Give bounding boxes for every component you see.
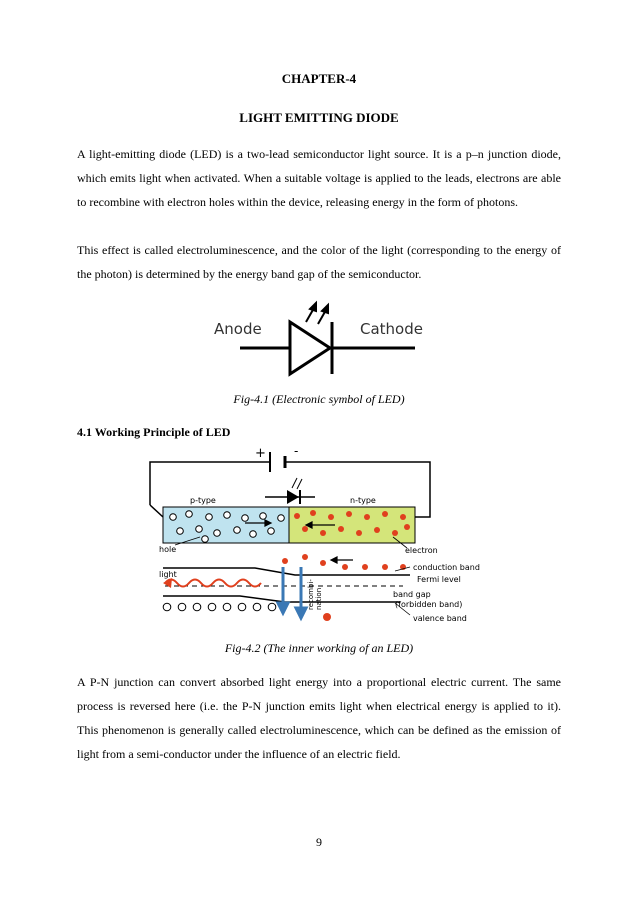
diode-triangle — [290, 322, 330, 374]
electron-flow-arrow-icon — [331, 557, 353, 563]
hole-label: hole — [159, 545, 177, 554]
p-type-label: p-type — [190, 496, 216, 505]
recombination-label-line1: recombi- — [307, 579, 315, 610]
effect-paragraph: This effect is called electroluminescence, and the color of the light (corresponding to the energy of the photon) is determined by the energy band gap of the semiconductor. — [77, 243, 561, 281]
figure-4-2-caption: Fig-4.2 (The inner working of an LED) — [224, 641, 414, 655]
led-working-figure — [145, 445, 495, 630]
recombination-label — [307, 577, 323, 610]
n-type-label: n-type — [350, 496, 376, 505]
fermi-level-label: Fermi level — [417, 575, 461, 584]
band-holes — [163, 603, 276, 611]
diode-symbol-icon — [265, 478, 315, 504]
light-emission-arrows-icon — [306, 303, 328, 324]
page-title: LIGHT EMITTING DIODE — [239, 110, 399, 125]
intro-paragraph: A light-emitting diode (LED) is a two-lead semiconductor light source. It is a p–n junction diode, which emits light when activated. When a suitable voltage is applied to the leads, electrons are able to recombine with electron holes within the device, releasing energy in the form of photons. — [77, 147, 561, 209]
light-wave-icon — [165, 580, 261, 587]
battery-plus: + — [255, 446, 266, 461]
anode-label: Anode — [214, 320, 262, 338]
band-gap-label: band gap — [393, 590, 431, 599]
page-number: 9 — [316, 835, 322, 849]
recombination-label-line2: nation — [315, 587, 323, 610]
cathode-label: Cathode — [360, 320, 423, 338]
light-label: light — [159, 570, 177, 579]
figure-4-1-caption: Fig-4.1 (Electronic symbol of LED) — [233, 392, 405, 406]
electron-label: electron — [405, 546, 438, 555]
battery-minus: - — [294, 445, 299, 458]
forbidden-band-label: (forbidden band) — [395, 600, 463, 609]
valence-band-label: valence band — [413, 614, 467, 623]
conduction-band-line — [163, 568, 410, 575]
chapter-heading: CHAPTER-4 — [281, 71, 357, 86]
led-symbol-figure — [210, 300, 430, 380]
pn-junction-paragraph: A P-N junction can convert absorbed light energy into a proportional electric current. The same process is reversed here (i.e. the P-N junction emits light when electrical energy is applied to it). This phenomenon is generally called electroluminescence, which can be defined as the emission of light from a semi-conductor under the influence of an electric field. — [77, 675, 561, 761]
battery-icon — [270, 452, 285, 472]
section-heading: 4.1 Working Principle of LED — [77, 425, 231, 439]
conduction-band-label: conduction band — [413, 563, 480, 572]
